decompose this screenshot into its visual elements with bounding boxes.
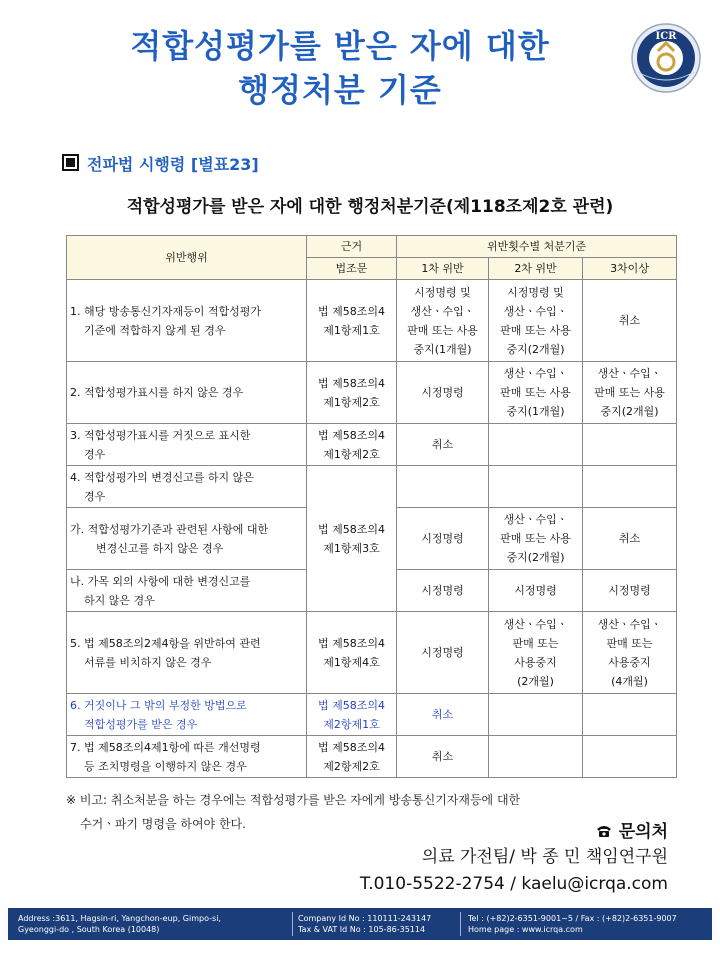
violation-line: 가. 적합성평가기준과 관련된 사항에 대한 (70, 522, 269, 536)
basis-line: 법 제58조의4 (318, 740, 385, 754)
table-row (67, 424, 677, 466)
violation-cell: 2. 적합성평가표시를 하지 않은 경우 (67, 362, 307, 424)
second-penalty-cell (489, 694, 583, 736)
second-penalty-cell (489, 466, 583, 508)
basis-line: 법 제58조의4 (318, 522, 385, 536)
third-penalty-cell (583, 612, 677, 694)
violation-line: 변경신고를 하지 않은 경우 (96, 541, 224, 555)
footer-bar (8, 908, 712, 940)
basis-line: 제1항제4호 (323, 655, 380, 669)
section-heading (62, 152, 259, 175)
violation-line: 경우 (84, 447, 106, 461)
violation-line: 기준에 적합하지 않게 된 경우 (84, 323, 226, 337)
header-third: 3차이상 (583, 258, 677, 280)
violation-line: 나. 가목 외의 사항에 대한 변경신고를 (70, 574, 251, 588)
penalty-line: 시정명령 및 (414, 285, 471, 299)
violation-line: 등 조치명령을 이행하지 않은 경우 (84, 759, 247, 773)
footer-contact (468, 913, 677, 935)
basis-cell (307, 362, 397, 424)
table-row (67, 280, 677, 362)
footer-divider (292, 912, 293, 936)
penalty-line: 중지(2개월) (600, 405, 659, 418)
basis-line: 법 제58조의4 (318, 698, 385, 712)
penalty-line: 판매 또는 (512, 636, 559, 650)
second-penalty-cell (489, 280, 583, 362)
first-penalty-cell: 시정명령 (397, 612, 489, 694)
penalty-line: 생산ㆍ수입ㆍ (597, 617, 662, 631)
page-title (40, 24, 640, 112)
first-penalty-cell: 취소 (397, 736, 489, 778)
header-row-1 (67, 236, 677, 258)
square-bullet-icon (62, 154, 79, 171)
penalty-line: 중지(2개월) (506, 551, 565, 564)
violation-line: 7. 법 제58조의4제1항에 따른 개선명령 (70, 740, 261, 754)
penalty-line: 판매 또는 (606, 636, 653, 650)
penalty-line: 생산ㆍ수입ㆍ (597, 367, 662, 380)
table-row (67, 694, 677, 736)
third-penalty-cell (583, 466, 677, 508)
penalty-line: 생산ㆍ수입ㆍ (503, 617, 568, 631)
first-penalty-cell (397, 466, 489, 508)
basis-cell (307, 280, 397, 362)
violation-line: 3. 적합성평가표시를 거짓으로 표시한 (70, 428, 251, 442)
footer-company-line: Company Id No : 110111-243147 (298, 914, 432, 923)
penalty-line: (4개월) (611, 674, 648, 688)
third-penalty-cell: 시정명령 (583, 570, 677, 612)
third-penalty-cell (583, 424, 677, 466)
basis-cell (307, 612, 397, 694)
second-penalty-cell (489, 736, 583, 778)
penalty-line: 중지(2개월) (506, 342, 565, 356)
third-penalty-cell (583, 736, 677, 778)
footer-address-line: Address :3611, Hagsin-ri, Yangchon-eup, Gimpo-si, (18, 914, 221, 923)
penalty-line: 중지(1개월) (506, 405, 565, 418)
table-caption: 적합성평가를 받은 자에 대한 행정처분기준(제118조제2호 관련) (126, 197, 614, 217)
basis-line: 제2항제2호 (323, 759, 380, 773)
basis-line: 제1항제3호 (323, 541, 380, 555)
first-penalty-cell (397, 280, 489, 362)
table-row (67, 362, 677, 424)
footer-address (18, 913, 221, 935)
logo-text: ICR (655, 31, 677, 42)
penalty-line: 생산ㆍ수입ㆍ (503, 367, 568, 380)
second-penalty-cell (489, 424, 583, 466)
violation-line: 1. 해당 방송통신기자재등이 적합성평가 (70, 304, 261, 318)
title-line-1: 적합성평가를 받은 자에 대한 (130, 27, 550, 65)
header-violation: 위반행위 (67, 236, 307, 280)
violation-line: 경우 (84, 489, 106, 503)
basis-line: 제2항제1호 (323, 717, 380, 731)
table-row (67, 612, 677, 694)
third-penalty-cell: 취소 (583, 280, 677, 362)
footer-divider (460, 912, 461, 936)
contact-block (360, 820, 668, 898)
remark-line-1: ※ 비고: 취소처분을 하는 경우에는 적합성평가를 받은 자에게 방송통신기자재등에 대한 (66, 793, 521, 807)
footer-tel-line: Tel : (+82)2-6351-9001~5 / Fax : (+82)2-6351-9007 (468, 914, 677, 923)
first-penalty-cell: 시정명령 (397, 508, 489, 570)
penalty-line: 판매 또는 사용 (500, 532, 571, 545)
violation-line: 서류를 비치하지 않은 경우 (84, 655, 212, 669)
basis-line: 법 제58조의4 (318, 304, 385, 318)
header-first: 1차 위반 (397, 258, 489, 280)
violation-cell (67, 612, 307, 694)
footer-address-line: Gyeonggi-do , South Korea (10048) (18, 925, 160, 934)
first-penalty-cell: 시정명령 (397, 362, 489, 424)
basis-line: 법 제58조의4 (318, 428, 385, 442)
violation-cell (67, 466, 307, 508)
penalty-line: 판매 또는 사용 (407, 323, 478, 337)
violation-line: 6. 거짓이나 그 밖의 부정한 방법으로 (70, 698, 247, 712)
penalty-table (66, 235, 677, 778)
violation-line: 4. 적합성평가의 변경신고를 하지 않은 (70, 470, 254, 484)
violation-cell (67, 280, 307, 362)
contact-label: 문의처 (618, 822, 668, 842)
basis-line: 제1항제2호 (323, 395, 380, 409)
violation-cell (67, 736, 307, 778)
basis-line: 법 제58조의4 (318, 376, 385, 390)
title-line-2: 행정처분 기준 (238, 71, 442, 109)
section-label: 전파법 시행령 [별표23] (87, 155, 259, 174)
remark-line-2: 수거ㆍ파기 명령을 하여야 한다. (80, 817, 246, 831)
violation-cell (67, 694, 307, 736)
penalty-line: 판매 또는 사용 (500, 386, 571, 399)
third-penalty-cell (583, 694, 677, 736)
second-penalty-cell (489, 508, 583, 570)
penalty-line: 생산ㆍ수입ㆍ (410, 304, 475, 318)
basis-line: 제1항제2호 (323, 447, 380, 461)
penalty-line: 시정명령 및 (507, 285, 564, 299)
header-basis-line2: 법조문 (307, 258, 397, 280)
first-penalty-cell: 취소 (397, 424, 489, 466)
third-penalty-cell: 취소 (583, 508, 677, 570)
basis-cell (307, 424, 397, 466)
violation-line: 적합성평가를 받은 경우 (84, 717, 198, 731)
second-penalty-cell (489, 612, 583, 694)
third-penalty-cell (583, 362, 677, 424)
table-row (67, 736, 677, 778)
basis-line: 제1항제1호 (323, 323, 380, 337)
footer-homepage-line[interactable]: Home page : www.icrqa.com (468, 925, 583, 934)
penalty-line: 중지(1개월) (413, 342, 472, 356)
penalty-line: 판매 또는 사용 (594, 386, 665, 399)
violation-cell (67, 570, 307, 612)
penalty-line: 생산ㆍ수입ㆍ (503, 513, 568, 526)
basis-cell (307, 466, 397, 612)
footer-company (298, 913, 431, 935)
violation-cell (67, 508, 307, 570)
second-penalty-cell (489, 362, 583, 424)
phone-icon (595, 824, 613, 838)
penalty-line: (2개월) (517, 674, 554, 688)
violation-line: 하지 않은 경우 (84, 593, 155, 607)
penalty-line: 사용중지 (514, 655, 557, 669)
first-penalty-cell: 시정명령 (397, 570, 489, 612)
table-row (67, 466, 677, 508)
penalty-line: 판매 또는 사용 (500, 323, 571, 337)
penalty-line: 사용중지 (608, 655, 651, 669)
second-penalty-cell: 시정명령 (489, 570, 583, 612)
header-by-count: 위반횟수별 처분기준 (397, 236, 677, 258)
header-second: 2차 위반 (489, 258, 583, 280)
basis-cell (307, 694, 397, 736)
basis-cell (307, 736, 397, 778)
contact-name: 의료 가전팀/ 박 종 민 책임연구원 (421, 847, 668, 867)
penalty-line: 생산ㆍ수입ㆍ (503, 304, 568, 318)
first-penalty-cell: 취소 (397, 694, 489, 736)
icr-logo (630, 22, 702, 94)
header-basis-line1: 근거 (307, 236, 397, 258)
violation-line: 5. 법 제58조의2제4항을 위반하여 관련 (70, 636, 261, 650)
basis-line: 법 제58조의4 (318, 636, 385, 650)
contact-tel[interactable]: T.010-5522-2754 / kaelu@icrqa.com (359, 874, 668, 894)
contact-heading (360, 820, 668, 844)
footer-company-line: Tax & VAT Id No : 105-86-35114 (298, 925, 426, 934)
violation-cell (67, 424, 307, 466)
